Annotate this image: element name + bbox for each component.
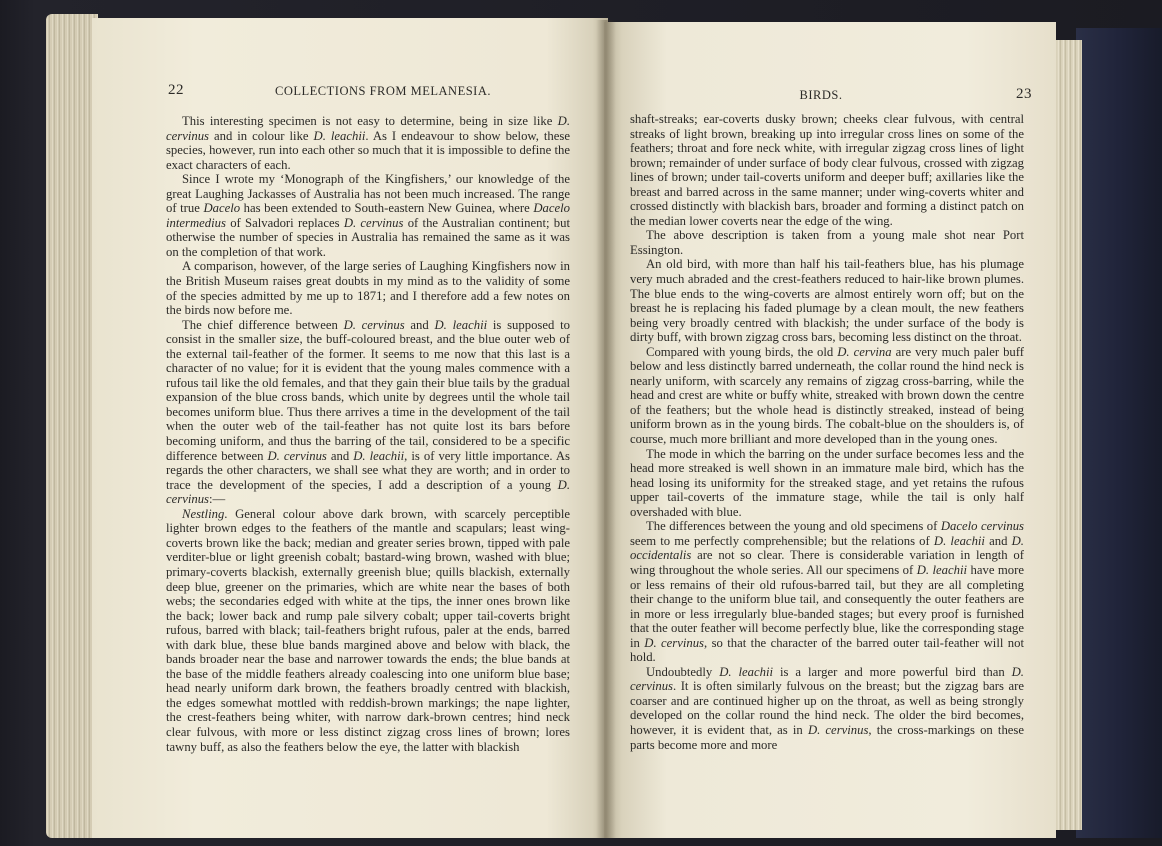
italic-term: Dacelo intermedius: [166, 201, 570, 230]
italic-term: D. leachii: [313, 128, 366, 143]
italic-term: D. leachii: [719, 664, 774, 679]
italic-term: D. leachii: [916, 562, 968, 577]
italic-term: Dacelo cervinus: [940, 519, 1024, 534]
paragraph: The chief difference between D. cervinus and D. leachii is supposed to consist in the smaller size, the buff-coloured breast, and the blue outer web of the external tail-feather of the former. It seems to me now that this last is a character of no value; for it is evident that the young males commence with a rufous tail like the old females, and that they gain their blue tails by the gradual expansion of the blue cross bands, which unite by degrees until the whole tail becomes uniform blue. Thus there arrives a time in the development of the tail when the outer web of the tail-feather has not quite lost its bars before becoming uniform, and thus the barring of the tail, considered to be a specific difference between D. cervinus and D. leachii, is of very little importance. As regards the other characters, we shall see what they are worth; and in order to trace the development of the species, I add a description of a young D. cervinus:—: [166, 317, 570, 507]
italic-term: Nestling: [182, 506, 225, 521]
page-edges-right: [1052, 40, 1082, 830]
paragraph: Nestling. General colour above dark brown, with scarcely perceptible lighter brown edges to the feathers of the mantle and scapulars; least wing-coverts brown like the back; median and greater series brown, tipped with pale verditer-blue or light greenish cobalt; bastard-wing brown, washed with blue; primary-coverts blackish, externally greenish blue; quills blackish, externally deep blue, greener on the primaries, which are white near the bases of both webs; the secondaries edged with white at the tips, the inner ones brown like the back; lower back and rump pale silvery cobalt; upper tail-coverts bright rufous, barred with black; tail-feathers bright rufous, paler at the ends, barred with dark blue, these blue bands margined above and below with black, the bands broader near the base and narrower towards the ends; the blue bands at the base of the middle feathers already coalescing into one uniform blue base; head nearly uniform dark brown, the feathers broadly centred with blackish, the edges somewhat mottled with reddish-brown markings; the nape lighter, the crest-feathers being whiter, with narrow dark-brown centres; hind neck clear fulvous, with more or less distinct zigzag cross lines of brown; lores tawny buff, as also the feathers below the eye, the latter with blackish: [166, 506, 570, 754]
italic-term: D. cervinus: [166, 114, 570, 143]
italic-term: D. cervinus: [807, 722, 869, 737]
italic-term: D. leachii: [353, 448, 405, 463]
right-page: [604, 22, 1056, 838]
paragraph: The above description is taken from a young male shot near Port Essington.: [630, 228, 1024, 257]
page-edges-left: [46, 14, 98, 838]
book-gutter: [596, 20, 616, 838]
paragraph: The differences between the young and old specimens of Dacelo cervinus seem to me perfectly comprehensible; but the relations of D. leachii and D. occidentalis are not so clear. There is considerable variation in length of wing throughout the whole series. All our specimens of D. leachii have more or less remains of their old rufous-barred tail, but they are all completing their change to the uniform blue tail, and consequently the outer feathers are in more or less irregularly blue-banded stages; but every proof is furnished that the outer feather will become perfectly blue, like the corresponding stage in D. cervinus, so that the character of the barred outer tail-feather will not hold.: [630, 519, 1024, 665]
right-page-text: [630, 112, 1024, 752]
right-page-number: 23: [1016, 86, 1032, 102]
paragraph: A comparison, however, of the large series of Laughing Kingfishers now in the British Museum raises great doubts in my mind as to the validity of some of the species admitted by me up to 1871; and I therefore add a few notes on the birds now before me.: [166, 259, 570, 318]
paragraph: An old bird, with more than half his tail-feathers blue, has his plumage very much abraded and the crest-feathers reduced to hair-like brown plumes. The blue ends to the wing-coverts are almost entirely worn off; but on the breast he is replacing his faded plumage by a clean moult, the new feathers being very broadly centred with blackish; the under surface of the body is dirty buff, with brown zigzag cross bars, becoming less distinct on the throat.: [630, 257, 1024, 345]
italic-term: D. cervinus: [343, 215, 404, 230]
paragraph: This interesting specimen is not easy to determine, being in size like D. cervinus and in colour like D. leachii. As I endeavour to show below, these species, however, run into each other so much that it is impossible to define the exact characters of each.: [166, 114, 570, 172]
italic-term: D. occidentalis: [630, 533, 1024, 563]
paragraph: The mode in which the barring on the under surface becomes less and the head more streaked is well shown in an immature male bird, which has the head losing its uniformity for the streaked stage, and yet retains the rufous upper tail-coverts of the immature stage, while the tail is only half overshaded with blue.: [630, 446, 1024, 519]
left-page: [92, 18, 608, 838]
left-page-number: 22: [168, 82, 184, 98]
left-page-text: [166, 114, 570, 754]
italic-term: Dacelo: [203, 201, 241, 216]
paragraph: Since I wrote my ‘Monograph of the Kingfishers,’ our knowledge of the great Laughing Jackasses of Australia has not been much increased. The range of true Dacelo has been extended to South-eastern New Guinea, where Dacelo intermedius of Salvadori replaces D. cervinus of the Australian continent; but otherwise the number of species in Australia has remained the same as it was on the completion of that work.: [166, 172, 570, 259]
paragraph: Undoubtedly D. leachii is a larger and more powerful bird than D. cervinus. It is often similarly fulvous on the breast; but the zigzag bars are coarser and are continued higher up on the throat, as well as being strongly developed on the collar round the hind neck. The older the bird becomes, however, it is evident that, as in D. cervinus, the cross-markings on these parts become more and more: [630, 664, 1024, 752]
italic-term: D. leachii: [434, 317, 488, 332]
italic-term: D. cervinus: [343, 317, 405, 332]
left-running-head: COLLECTIONS FROM MELANESIA.: [275, 84, 491, 98]
paragraph: Compared with young birds, the old D. cervina are very much paler buff below and less distinctly barred underneath, the collar round the hind neck is nearly uniform, with scarcely any remains of zigzag cross-barring, while the head and crest are white or buffy white, streaked with brown down the centre of the feathers; but the whole head is distinctly streaked, instead of being uniform brown as in the young birds. The cobalt-blue on the shoulders is, of course, much more brilliant and more developed than in the young ones.: [630, 344, 1024, 447]
italic-term: D. cervinus: [267, 448, 327, 463]
paragraph: shaft-streaks; ear-coverts dusky brown; cheeks clear fulvous, with central streaks of light brown, breaking up into irregular cross lines on some of the feathers; throat and fore neck white, with irregular zigzag cross lines of light brown; remainder of under surface of body clear fulvous, crossed with zigzag lines of brown; under tail-coverts uniform and deeper buff; axillaries like the breast and barred across in the same manner; under wing-coverts whiter and crossed distinctly with blackish bars, broader and forming a distinct patch on the median lower coverts near the edge of the wing.: [630, 112, 1024, 228]
italic-term: D. cervinus: [644, 635, 704, 650]
italic-term: D. cervinus: [630, 664, 1024, 694]
book-cover-edge: [1076, 28, 1162, 838]
italic-term: D. cervina: [837, 344, 892, 359]
italic-term: D. cervinus: [166, 477, 570, 507]
right-running-head: BIRDS.: [799, 88, 843, 102]
italic-term: D. leachii: [933, 533, 985, 548]
